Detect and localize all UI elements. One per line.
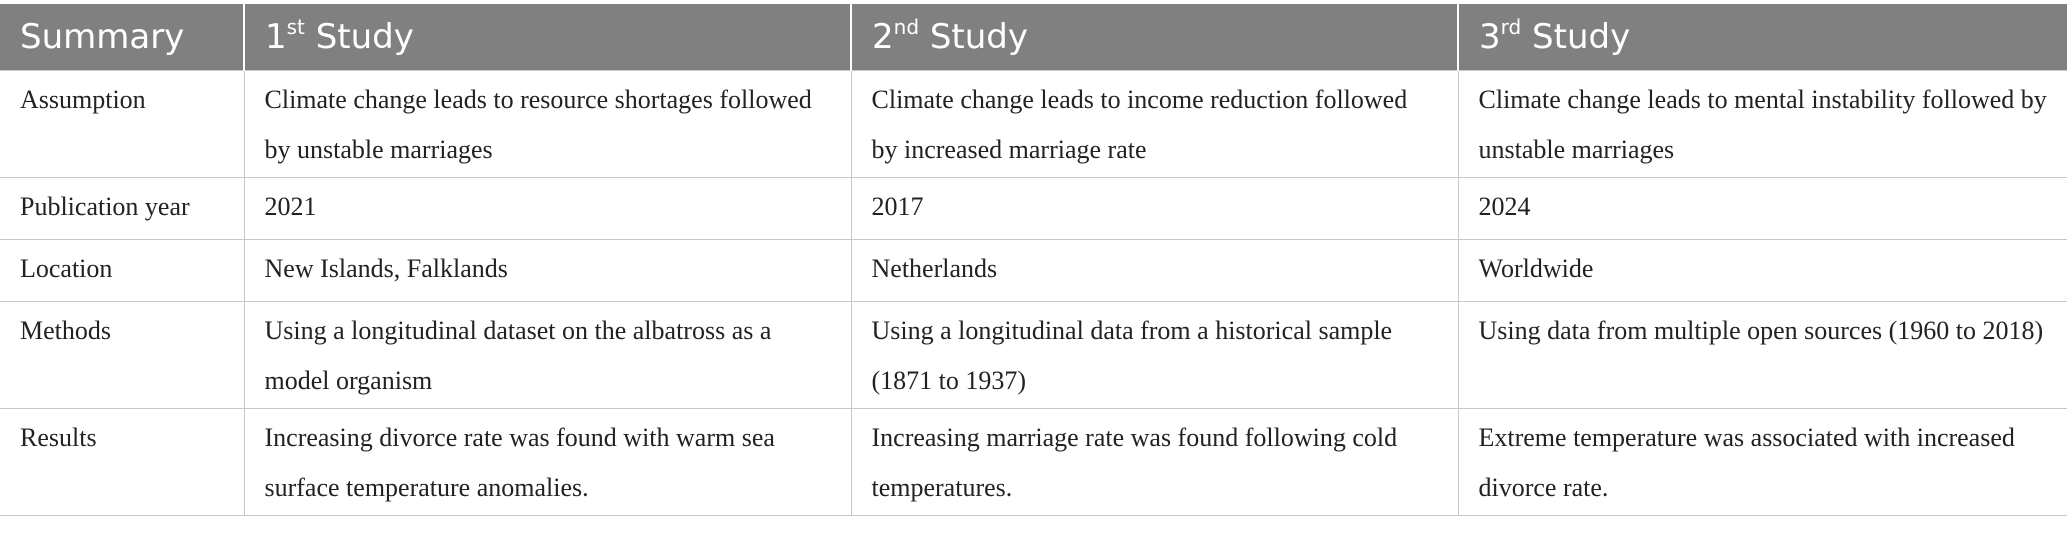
header-study-2 — [851, 4, 1458, 71]
table-row-assumption — [0, 71, 2067, 178]
table-body — [0, 71, 2067, 516]
table-cell: Worldwide — [1458, 240, 2067, 302]
header-study-2-suffix: nd — [893, 15, 920, 39]
header-study-1-number: 1 — [265, 17, 287, 57]
table-cell: New Islands, Falklands — [244, 240, 851, 302]
table-cell: Increasing divorce rate was found with warm sea surface temperature anomalies. — [244, 409, 851, 516]
row-label: Publication year — [0, 178, 244, 240]
summary-table — [0, 4, 2067, 516]
table-cell: Using a longitudinal data from a historical sample (1871 to 1937) — [851, 302, 1458, 409]
table-cell: 2021 — [244, 178, 851, 240]
header-summary — [0, 4, 244, 71]
header-study-3-number: 3 — [1479, 17, 1501, 57]
table-cell: 2024 — [1458, 178, 2067, 240]
row-label: Assumption — [0, 71, 244, 178]
header-study-3 — [1458, 4, 2067, 71]
header-summary-text: Summary — [20, 17, 185, 57]
table-cell: Climate change leads to mental instability followed by unstable marriages — [1458, 71, 2067, 178]
row-label: Location — [0, 240, 244, 302]
table-cell: 2017 — [851, 178, 1458, 240]
header-study-1-text: Study — [304, 17, 414, 57]
row-label: Results — [0, 409, 244, 516]
table-row-methods — [0, 302, 2067, 409]
table-row-publication-year — [0, 178, 2067, 240]
table-cell: Climate change leads to income reduction followed by increased marriage rate — [851, 71, 1458, 178]
summary-table-container — [0, 4, 2067, 516]
table-header — [0, 4, 2067, 71]
header-row — [0, 4, 2067, 71]
table-row-results — [0, 409, 2067, 516]
table-cell: Increasing marriage rate was found following cold temperatures. — [851, 409, 1458, 516]
header-study-2-number: 2 — [872, 17, 894, 57]
header-study-1 — [244, 4, 851, 71]
table-cell: Climate change leads to resource shortages followed by unstable marriages — [244, 71, 851, 178]
table-cell: Netherlands — [851, 240, 1458, 302]
header-study-1-suffix: st — [286, 15, 305, 39]
table-cell: Extreme temperature was associated with increased divorce rate. — [1458, 409, 2067, 516]
table-cell: Using data from multiple open sources (1960 to 2018) — [1458, 302, 2067, 409]
table-row-location — [0, 240, 2067, 302]
header-study-3-suffix: rd — [1500, 15, 1522, 39]
row-label: Methods — [0, 302, 244, 409]
header-study-2-text: Study — [919, 17, 1028, 57]
header-study-3-text: Study — [1521, 17, 1631, 57]
table-cell: Using a longitudinal dataset on the albatross as a model organism — [244, 302, 851, 409]
